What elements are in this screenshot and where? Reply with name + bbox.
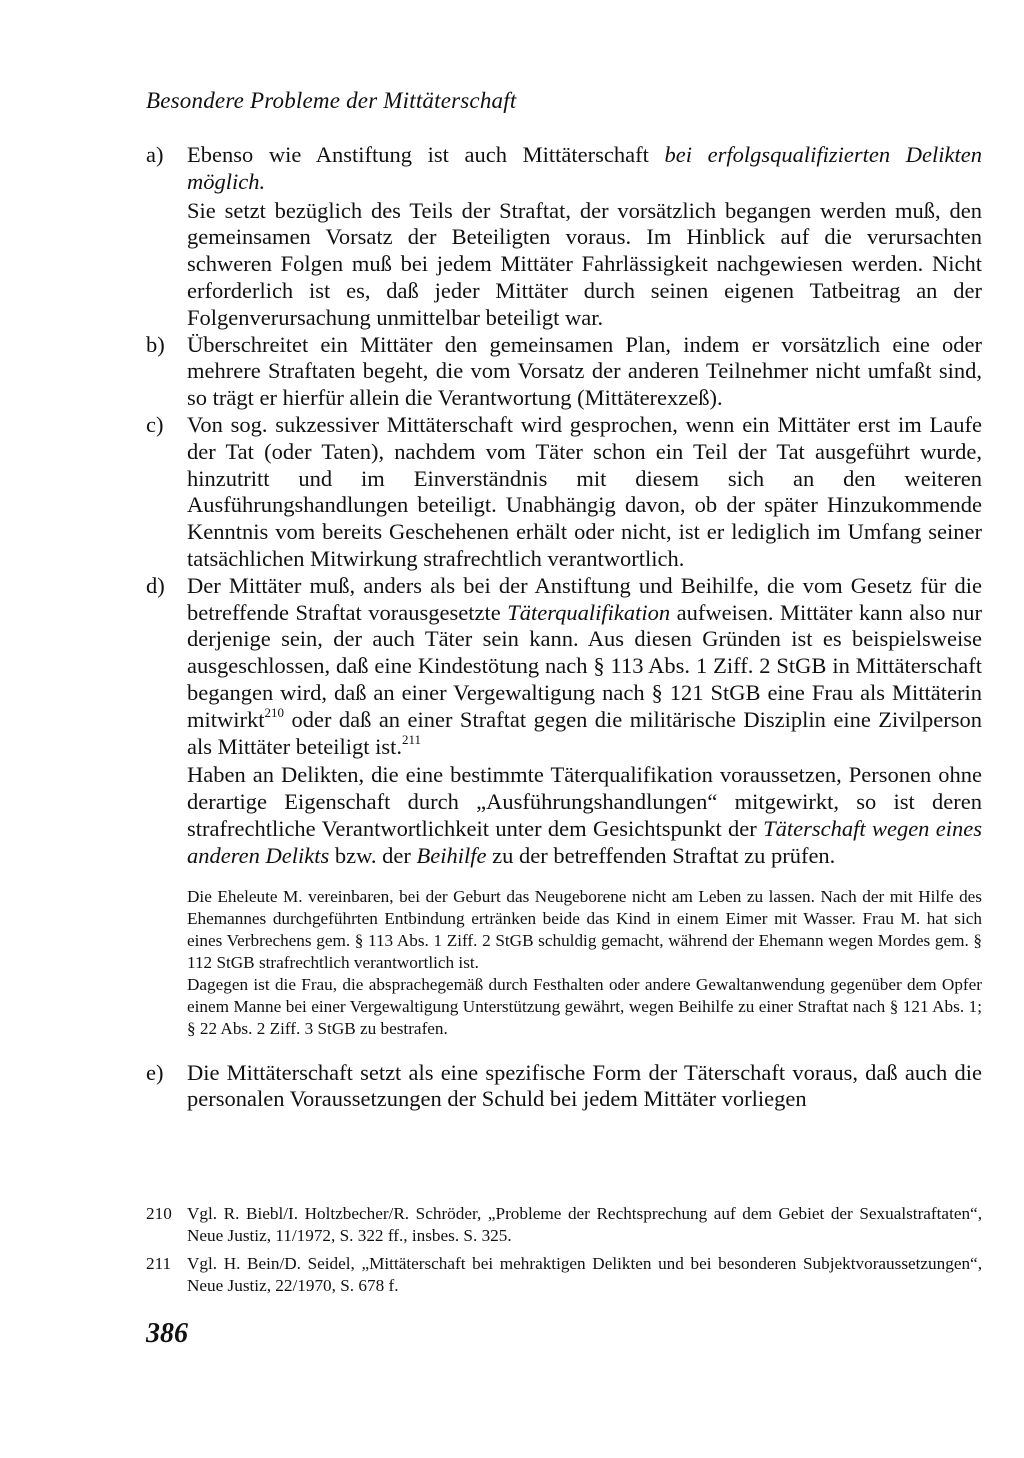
footnote-ref-210[interactable]: 210 (264, 704, 284, 720)
footnote-ref-211[interactable]: 211 (401, 731, 421, 747)
page-number: 386 (146, 1318, 188, 1349)
footnote-number: 211 (146, 1254, 172, 1273)
item-a-paragraph-1: Ebenso wie Anstiftung ist auch Mittäterschaft bei erfolgsqualifizierten Delikten möglich. (187, 142, 982, 194)
footnotes (146, 1203, 982, 1297)
item-a-paragraph-2: Sie setzt bezüglich des Teils der Straftat, der vorsätzlich begangen werden muß, den gemeinsamen Vorsatz der Beteiligten voraus. Im Hinblick auf die verursachten schweren Folgen muß bei jedem Mittäter Fahrlässigkeit nachgewiesen werden. Nicht erforderlich ist es, daß jeder Mittäter durch seinen eigenen Tatbeitrag an der Folgenverursachung unmittelbar beteiligt war. (187, 197, 982, 330)
item-label: c) (146, 411, 164, 437)
example-paragraph-1: Die Eheleute M. vereinbaren, bei der Geburt das Neugeborene nicht am Leben zu lassen. Nach der mit Hilfe des Ehemannes durchgeführten Entbindung ertränken beide das Kind in einem Eimer mit Wasser. Frau M. hat sich eines Verbrechens gem. § 113 Abs. 1 Ziff. 2 StGB schuldig gemacht, während der Ehemann wegen Mordes gem. § 112 StGB strafrechtlich verantwortlich ist. (187, 886, 982, 972)
item-label: d) (146, 572, 165, 598)
example-block (187, 886, 982, 1040)
item-b-paragraph: Überschreitet ein Mittäter den gemeinsamen Plan, indem er vorsätzlich eine oder mehrere Straftaten begeht, die vom Vorsatz der anderen Teilnehmer nicht umfaßt sind, so trägt er hierfür allein die Verantwortung (Mittäterexzeß). (187, 331, 982, 411)
item-d-paragraph-1: Der Mittäter muß, anders als bei der Anstiftung und Beihilfe, die vom Gesetz für die betreffende Straftat vorausgesetzte Täterqualifikation aufweisen. Mittäter kann also nur derjenige sein, der auch Täter sein kann. Aus diesen Gründen ist es beispielsweise ausgeschlossen, daß eine Kindestötung nach § 113 Abs. 1 Ziff. 2 StGB in Mittäterschaft begangen wird, daß an einer Vergewaltigung nach § 121 StGB eine Frau als Mittäterin mitwirkt$^{210}$ oder daß an einer Straftat gegen die militärische Disziplin eine Zivilperson als Mittäter beteiligt ist.$^{211}$ (187, 572, 982, 759)
list-item-a (146, 142, 982, 332)
footnote-211 (146, 1253, 982, 1297)
main-text (146, 142, 982, 1113)
emphasis: Täterqualifikation (507, 599, 671, 625)
footnote-number: 210 (146, 1204, 172, 1223)
list-item-e (146, 1060, 982, 1114)
item-e-paragraph: Die Mittäterschaft setzt als eine spezifische Form der Täterschaft voraus, daß auch die personalen Voraussetzungen der Schuld bei jedem Mittäter vorliegen (187, 1059, 982, 1112)
emphasis: bei erfolgsqualifizierten Delikten möglich. (187, 142, 982, 194)
emphasis: Täterschaft wegen eines anderen Delikts (187, 815, 982, 868)
footnote-text: Vgl. R. Biebl/I. Holtzbecher/R. Schröder, „Probleme der Rechtsprechung auf dem Gebiet der Sexualstraftaten“, Neue Justiz, 11/1972, S. 322 ff., insbes. S. 325. (187, 1204, 982, 1245)
running-header: Besondere Probleme der Mittäterschaft (146, 88, 517, 113)
list-item-d (146, 573, 982, 870)
list-item-b (146, 332, 982, 412)
footnote-210 (146, 1203, 982, 1247)
item-label: a) (146, 142, 164, 167)
item-d-paragraph-2: Haben an Delikten, die eine bestimmte Täterqualifikation voraussetzen, Personen ohne derartige Eigenschaft durch „Ausführungshandlungen“ mitgewirkt, so ist deren strafrechtliche Verantwortlichkeit unter dem Gesichtspunkt der Täterschaft wegen eines anderen Delikts bzw. der Beihilfe zu der betreffenden Straftat zu prüfen. (187, 762, 982, 868)
example-paragraph-2: Dagegen ist die Frau, die absprachegemäß durch Festhalten oder andere Gewaltanwendung gegenüber dem Opfer einem Manne bei einer Vergewaltigung Unterstützung gewährt, wegen Beihilfe zu einer Straftat nach § 121 Abs. 1; § 22 Abs. 2 Ziff. 3 StGB zu bestrafen. (187, 974, 982, 1038)
item-label: b) (146, 331, 165, 357)
emphasis: Beihilfe (416, 842, 487, 868)
list-item-c (146, 412, 982, 573)
item-c-paragraph: Von sog. sukzessiver Mittäterschaft wird gesprochen, wenn ein Mittäter erst im Laufe der Tat (oder Taten), nachdem vom Täter schon ein Teil der Tat ausgeführt wurde, hinzutritt und im Einverständnis mit diesem sich an den weiteren Ausführungshandlungen beteiligt. Unabhängig davon, ob der später Hinzukommende Kenntnis vom bereits Geschehenen erhält oder nicht, ist er lediglich im Umfang seiner tatsächlichen Mitwirkung strafrechtlich verantwortlich. (187, 411, 982, 571)
footnote-text: Vgl. H. Bein/D. Seidel, „Mittäterschaft bei mehraktigen Delikten und bei besonderen Subjektvoraussetzungen“, Neue Justiz, 22/1970, S. 678 f. (187, 1254, 982, 1295)
item-label: e) (146, 1059, 164, 1085)
